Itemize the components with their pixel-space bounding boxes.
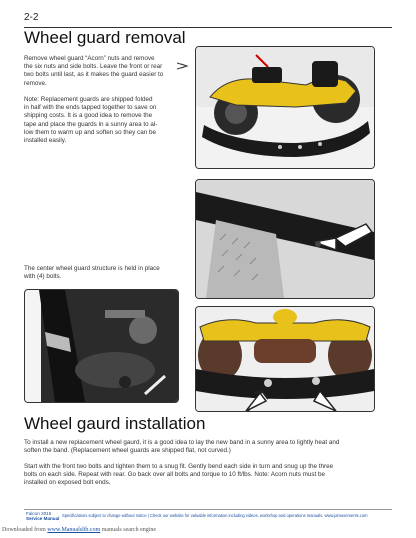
download-suffix: manuals search engine xyxy=(100,527,157,533)
manualslib-link[interactable]: www.Manualslib.com xyxy=(47,527,101,533)
footer-brand xyxy=(26,511,59,522)
footer-rule xyxy=(24,509,392,510)
replacement-note: Note: Replacement guards are shipped folded in half with the ends tapped together to save on shipping costs. It is a good idea to remove the tape and place the guards in a sunny area to al- low them to warm up and soften so they can be installed easily. xyxy=(24,96,158,145)
section-title: Wheel guard removal xyxy=(24,28,186,47)
kart-side-photo xyxy=(195,46,375,169)
download-prefix: Downloaded from xyxy=(2,527,48,533)
footer-manual-label: Service Manual xyxy=(26,516,60,522)
pointer-arrow-icon xyxy=(177,57,189,65)
center-guard-photo xyxy=(195,179,375,299)
kart-underside-photo xyxy=(24,289,179,403)
diamond-plate-illustration xyxy=(196,180,374,298)
footer-brand-name: Falcon 2015 xyxy=(26,511,52,516)
removal-instructions: Remove wheel guard “Acorn” nuts and remove the six nuts and side bolts. Leave the front or rear two bolts until last, as it makes the guard easier to remove. xyxy=(24,55,164,87)
kart-rear-photo xyxy=(195,306,375,412)
page-number: 2-2 xyxy=(24,12,39,23)
underside-illustration xyxy=(25,290,178,402)
installation-paragraph-1: To install a new replacement wheel gaurd, it is a good idea to lay the new band in a sunny area to lightly heat and soften the band. (Replacement wheel guards are shipped flat, not curved.) xyxy=(24,439,340,455)
rear-view-illustration xyxy=(196,307,374,411)
center-guard-caption: The center wheel guard structure is held in place with (4) bolts. xyxy=(24,265,160,281)
download-source xyxy=(2,527,156,533)
installation-title: Wheel gaurd installation xyxy=(24,414,206,433)
installation-paragraph-2: Start with the front two bolts and tighten them to a snug fit. Gently bend each side in turn and snug up the three bolts on each side. Repeat with rear. Go back over all bolts and torque to 10 ft/lbs. Note: Acorn nuts must be installed on exposed bolt ends. xyxy=(24,463,334,487)
kart-side-illustration xyxy=(196,47,374,168)
footer-disclaimer: Specifications subject to change without notice | Check our website for valuable information including videos, workshop and operations manuals. www.jamusements.com xyxy=(62,513,368,518)
